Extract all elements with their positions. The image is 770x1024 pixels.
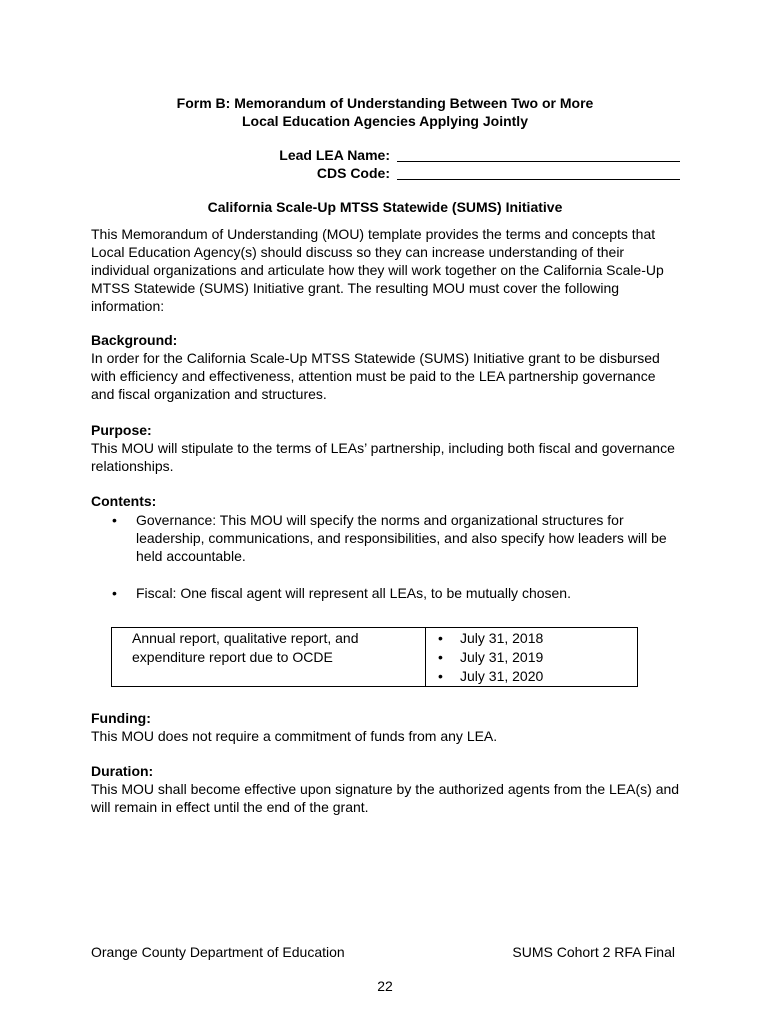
- intro-paragraph: This Memorandum of Understanding (MOU) template provides the terms and concepts that Local Education Agency(s) should discuss so they can increase understanding of their individual organizations and articulate how they will work together on the California Scale-Up MTSS Statewide (SUMS) Initiative grant. The resulting MOU must cover the following information:: [91, 226, 664, 314]
- contents-heading: Contents:: [91, 493, 157, 509]
- duration-heading: Duration:: [91, 763, 154, 779]
- due-date: July 31, 2019: [460, 649, 544, 665]
- purpose-text: This MOU will stipulate to the terms of LEAs’ partnership, including both fiscal and governance relationships.: [91, 440, 675, 474]
- background-text: In order for the California Scale-Up MTSS Statewide (SUMS) Initiative grant to be disbursed with efficiency and effectiveness, attention must be paid to the LEA partnership governance and fiscal organization and structures.: [91, 350, 660, 402]
- background-heading: Background:: [91, 332, 178, 348]
- report-schedule-table: [111, 627, 638, 687]
- form-title-line-1: Form B: Memorandum of Understanding Between Two or More: [176, 95, 594, 111]
- bullet-text: Governance: This MOU will specify the norms and organizational structures for leadership, communications, and responsibilities, and also specify how leaders will be held accountable.: [136, 512, 667, 564]
- table-row: [112, 628, 638, 687]
- bullet-icon: •: [438, 630, 443, 646]
- lead-lea-name-label: Lead LEA Name:: [279, 147, 390, 163]
- list-item: [438, 629, 637, 648]
- initiative-subtitle: California Scale-Up MTSS Statewide (SUMS) Initiative: [207, 199, 563, 215]
- funding-text: This MOU does not require a commitment of funds from any LEA.: [91, 728, 498, 744]
- due-dates-cell: [426, 628, 638, 687]
- due-date: July 31, 2018: [460, 630, 544, 646]
- bullet-icon: •: [438, 649, 443, 665]
- list-item: [438, 667, 637, 686]
- bullet-icon: •: [112, 585, 117, 601]
- cds-code-blank-line: [397, 164, 680, 180]
- duration-text: This MOU shall become effective upon signature by the authorized agents from the LEA(s) and will remain in effect until the end of the grant.: [91, 781, 680, 815]
- lead-lea-name-blank-line: [397, 146, 680, 162]
- bullet-icon: •: [438, 668, 443, 684]
- list-item: [438, 648, 637, 667]
- page-number: 22: [377, 978, 393, 994]
- purpose-heading: Purpose:: [91, 422, 152, 438]
- funding-heading: Funding:: [91, 710, 151, 726]
- cds-code-label: CDS Code:: [316, 165, 390, 181]
- footer-document-label: SUMS Cohort 2 RFA Final: [512, 944, 675, 960]
- bullet-text: Fiscal: One fiscal agent will represent all LEAs, to be mutually chosen.: [136, 585, 571, 601]
- footer-organization: Orange County Department of Education: [91, 944, 345, 960]
- due-date: July 31, 2020: [460, 668, 544, 684]
- bullet-icon: •: [112, 512, 117, 528]
- form-title-line-2: Local Education Agencies Applying Jointly: [241, 113, 528, 129]
- requirement-cell: Annual report, qualitative report, and expenditure report due to OCDE: [112, 628, 426, 687]
